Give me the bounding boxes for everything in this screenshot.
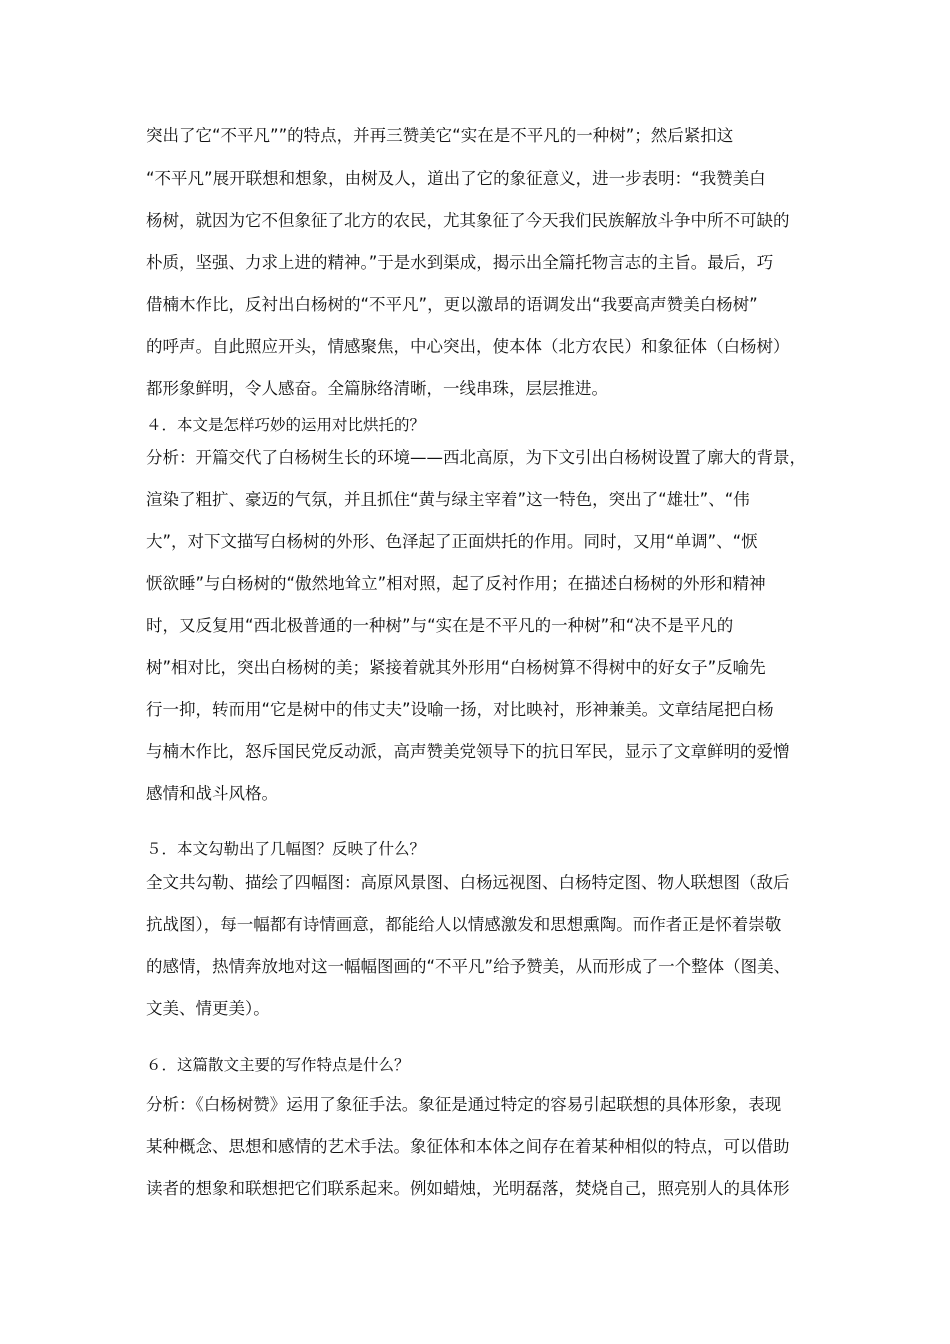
paragraph-line: 恹欲睡”与白杨树的“傲然地耸立”相对照，起了反衬作用；在描述白杨树的外形和精神 — [146, 574, 766, 593]
paragraph-line: 渲染了粗扩、豪迈的气氛，并且抓住“黄与绿主宰着”这一特色，突出了“雄壮”、“伟 — [146, 490, 750, 509]
paragraph-line: 感情和战斗风格。 — [146, 784, 278, 803]
paragraph-line: 的呼声。自此照应开头，情感聚焦，中心突出，使本体（北方农民）和象征体（白杨树） — [146, 337, 790, 356]
paragraph-line: 行一抑，转而用“它是树中的伟丈夫”设喻一扬，对比映衬，形神兼美。文章结尾把白杨 — [146, 700, 774, 719]
paragraph-line: 某种概念、思想和感情的艺术手法。象征体和本体之间存在着某种相似的特点，可以借助 — [146, 1137, 790, 1156]
paragraph-line: 与楠木作比，怒斥国民党反动派，高声赞美党领导下的抗日军民，显示了文章鲜明的爱憎 — [146, 742, 790, 761]
paragraph-line: 朴质，坚强、力求上进的精神。”于是水到渠成，揭示出全篇托物言志的主旨。最后，巧 — [146, 253, 774, 272]
paragraph-line: 抗战图），每一幅都有诗情画意，都能给人以情感激发和思想熏陶。而作者正是怀着崇敬 — [146, 915, 782, 934]
paragraph-line: 借楠木作比，反衬出白杨树的“不平凡”，更以激昂的语调发出“我要高声赞美白杨树” — [146, 295, 758, 314]
paragraph-line: “不平凡”展开联想和想象，由树及人，道出了它的象征意义，进一步表明：“我赞美白 — [146, 169, 766, 188]
question-heading-5: ５．本文勾勒出了几幅图？反映了什么？ — [146, 840, 426, 858]
paragraph-line: 突出了它“不平凡””的特点，并再三赞美它“实在是不平凡的一种树”；然后紧扣这 — [146, 126, 734, 145]
paragraph-line: 文美、情更美）。 — [146, 999, 270, 1018]
paragraph-line: 杨树，就因为它不但象征了北方的农民，尤其象征了今天我们民族解放斗争中所不可缺的 — [146, 211, 790, 230]
paragraph-line: 分析：开篇交代了白杨树生长的环境——西北高原，为下文引出白杨树设置了廓大的背景， — [146, 448, 806, 467]
question-heading-4: ４．本文是怎样巧妙的运用对比烘托的？ — [146, 416, 426, 434]
paragraph-line: 都形象鲜明，令人感奋。全篇脉络清晰，一线串珠，层层推进。 — [146, 379, 608, 398]
paragraph-line: 分析：《白杨树赞》运用了象征手法。象征是通过特定的容易引起联想的具体形象，表现 — [146, 1095, 782, 1114]
question-heading-6: ６．这篇散文主要的写作特点是什么？ — [146, 1056, 410, 1074]
paragraph-line: 读者的想象和联想把它们联系起来。例如蜡烛，光明磊落，焚烧自己，照亮别人的具体形 — [146, 1179, 790, 1198]
paragraph-line: 树”相对比，突出白杨树的美；紧接着就其外形用“白杨树算不得树中的好女子”反喻先 — [146, 658, 766, 677]
paragraph-line: 全文共勾勒、描绘了四幅图：高原风景图、白杨远视图、白杨特定图、物人联想图（敌后 — [146, 873, 790, 892]
paragraph-line: 时，又反复用“西北极普通的一种树”与“实在是不平凡的一种树”和“决不是平凡的 — [146, 616, 734, 635]
paragraph-line: 大”，对下文描写白杨树的外形、色泽起了正面烘托的作用。同时，又用“单调”、“恹 — [146, 532, 758, 551]
paragraph-line: 的感情，热情奔放地对这一幅幅图画的“不平凡”给予赞美，从而形成了一个整体（图美、 — [146, 957, 791, 976]
